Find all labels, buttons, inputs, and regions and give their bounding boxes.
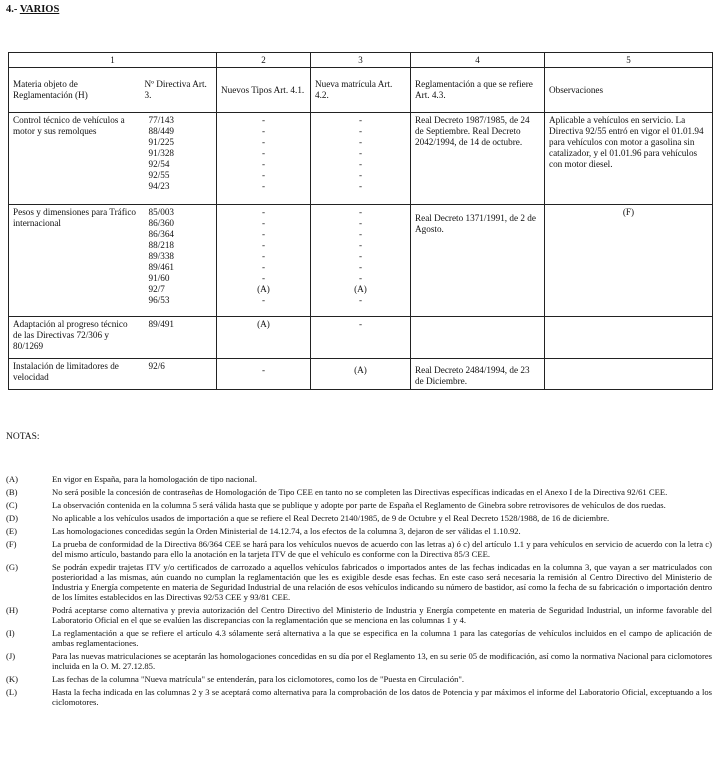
row-reglamentacion: Real Decreto 2484/1994, de 23 de Diciembre. <box>411 359 545 390</box>
directiva-number: 94/23 <box>148 181 170 191</box>
cell-value: - <box>261 207 266 217</box>
cell-value: - <box>261 262 266 272</box>
cell-value: - <box>261 126 266 136</box>
note-item <box>6 513 712 523</box>
directiva-number: 86/360 <box>148 218 175 228</box>
note-letter: (L) <box>6 687 17 697</box>
row-nueva-matricula <box>311 317 411 359</box>
note-item <box>6 500 712 510</box>
row-directivas <box>141 359 217 390</box>
cell-value: - <box>261 240 266 250</box>
cell-value: - <box>358 229 363 239</box>
column-number-3: 3 <box>311 53 411 68</box>
cell-value: - <box>358 218 363 228</box>
directiva-number: 89/338 <box>148 251 175 261</box>
directiva-number: 91/225 <box>148 137 175 147</box>
row-nueva-matricula <box>311 359 411 390</box>
cell-value: - <box>261 170 266 180</box>
note-letter: (E) <box>6 526 17 536</box>
cell-value: - <box>358 126 363 136</box>
note-letter: (F) <box>6 539 17 549</box>
row-nueva-matricula <box>311 113 411 205</box>
section-name: VARIOS <box>19 4 60 15</box>
cell-value: - <box>358 181 363 191</box>
cell-value: - <box>261 148 266 158</box>
cell-value: - <box>261 115 266 125</box>
row-nueva-matricula <box>311 205 411 317</box>
cell-value: - <box>358 273 363 283</box>
cell-value: - <box>358 295 363 305</box>
cell-value: - <box>261 137 266 147</box>
cell-value: - <box>358 319 363 329</box>
cell-value: - <box>358 159 363 169</box>
directiva-number: 88/449 <box>148 126 175 136</box>
cell-value: (A) <box>257 319 270 329</box>
note-text: Hasta la fecha indicada en las columnas 2 y 3 se aceptará como alternativa para la comprobación de los datos de Potencia y par máximos el informe del Laboratorio Oficial, exceptuando a los ciclomotores. <box>52 687 712 707</box>
directiva-number: 91/328 <box>148 148 175 158</box>
note-item <box>6 487 712 497</box>
regulation-table <box>8 52 713 390</box>
header-nueva-matricula: Nueva matrícula Art. 4.2. <box>311 68 411 113</box>
cell-value: - <box>358 115 363 125</box>
row-directivas <box>141 205 217 317</box>
cell-value: - <box>358 240 363 250</box>
cell-value: (A) <box>257 284 270 294</box>
note-text: La observación contenida en la columna 5 será válida hasta que se publique y adopte por parte de España el Reglamento de Ginebra sobre retrovisores de vehículos de dos ruedas. <box>52 500 666 510</box>
table-row <box>9 359 713 390</box>
note-item <box>6 628 712 648</box>
header-materia: Materia objeto de Reglamentación (H) <box>9 68 141 113</box>
directiva-number: 92/55 <box>148 170 170 180</box>
row-nuevos-tipos <box>217 317 311 359</box>
directiva-number: 92/54 <box>148 159 170 169</box>
note-text: Las fechas de la columna "Nueva matrícula" se entenderán, para los ciclomotores, como los de "Puesta en Circulación". <box>52 674 465 684</box>
note-item <box>6 474 712 484</box>
note-text: No será posible la concesión de contraseñas de Homologación de Tipo CEE en tanto no se completen las Directivas específicas indicadas en el Anexo I de la Directiva 92/61 CEE. <box>52 487 668 497</box>
row-reglamentacion: Real Decreto 1987/1985, de 24 de Septiembre. Real Decreto 2042/1994, de 14 de octubre. <box>411 113 545 205</box>
cell-value: - <box>358 148 363 158</box>
cell-value: - <box>358 262 363 272</box>
notes-list <box>6 474 712 710</box>
directiva-number: 88/218 <box>148 240 175 250</box>
note-letter: (K) <box>6 674 18 684</box>
cell-value: (A) <box>354 284 367 294</box>
row-observaciones: Aplicable a vehículos en servicio. La Directiva 92/55 entró en vigor el 01.01.94 para vehículos con motor a gasolina sin catalizador, y el 01.01.96 para vehículos con motor diesel. <box>545 113 713 205</box>
cell-value: (A) <box>354 365 367 375</box>
cell-value: - <box>261 218 266 228</box>
column-number-1: 1 <box>9 53 217 68</box>
note-letter: (A) <box>6 474 18 484</box>
directiva-number: 77/143 <box>148 115 175 125</box>
row-nuevos-tipos <box>217 205 311 317</box>
cell-value: - <box>261 295 266 305</box>
note-text: Las homologaciones concedidas según la Orden Ministerial de 14.12.74, a los efectos de la columna 3, dejaron de ser válidas el 1.10.92. <box>52 526 521 536</box>
note-item <box>6 674 712 684</box>
header-directiva: Nº Directiva Art. 3. <box>141 68 217 113</box>
note-item <box>6 539 712 559</box>
note-item <box>6 605 712 625</box>
header-reglamentacion: Reglamentación a que se refiere Art. 4.3. <box>411 68 545 113</box>
cell-value: - <box>261 365 266 375</box>
row-observaciones: (F) <box>545 205 713 317</box>
cell-value: - <box>261 273 266 283</box>
note-letter: (B) <box>6 487 18 497</box>
cell-value: - <box>261 159 266 169</box>
note-text: Para las nuevas matriculaciones se aceptarán las homologaciones concedidas en su día por el Reglamento 13, en su serie 05 de modificación, así como la normativa Nacional para ciclomotores incluida en la O. M. 27.12.85. <box>52 651 712 671</box>
note-text: Podrá aceptarse como alternativa y previa autorización del Centro Directivo del Ministerio de Industria y Energía competente en materia de Seguridad Industrial, un informe favorable del Laboratorio Oficial en el que se evalúen las discrepancias con la reglamentación que se menciona en las columnas 1 y 4. <box>52 605 712 625</box>
row-observaciones <box>545 359 713 390</box>
row-materia: Control técnico de vehículos a motor y sus remolques <box>9 113 141 205</box>
section-title <box>6 4 59 15</box>
note-text: En vigor en España, para la homologación de tipo nacional. <box>52 474 257 484</box>
column-number-row <box>9 53 713 68</box>
row-directivas <box>141 113 217 205</box>
table-row <box>9 113 713 205</box>
header-row <box>9 68 713 113</box>
note-item <box>6 687 712 707</box>
row-reglamentacion: Real Decreto 1371/1991, de 2 de Agosto. <box>411 205 545 317</box>
note-item <box>6 562 712 602</box>
cell-value: - <box>261 181 266 191</box>
directiva-number: 92/7 <box>148 284 165 294</box>
cell-value: - <box>358 137 363 147</box>
row-materia: Pesos y dimensiones para Tráfico internacional <box>9 205 141 317</box>
note-text: La reglamentación a que se refiere el artículo 4.3 sólamente será alternativa a la que se especifica en la columna 1 para las categorías de vehículos incluidos en el campo de aplicación de ambas reglamentaciones. <box>52 628 712 648</box>
row-materia: Instalación de limitadores de velocidad <box>9 359 141 390</box>
cell-value: - <box>358 170 363 180</box>
cell-value: - <box>261 229 266 239</box>
note-letter: (I) <box>6 628 15 638</box>
note-item <box>6 526 712 536</box>
table-row <box>9 205 713 317</box>
row-nuevos-tipos <box>217 113 311 205</box>
section-number: 4.- <box>6 4 18 15</box>
cell-value: - <box>358 207 363 217</box>
directiva-number: 86/364 <box>148 229 175 239</box>
table-row <box>9 317 713 359</box>
note-letter: (J) <box>6 651 16 661</box>
column-number-5: 5 <box>545 53 713 68</box>
directiva-number: 91/60 <box>148 273 170 283</box>
row-directivas <box>141 317 217 359</box>
note-item <box>6 651 712 671</box>
column-number-4: 4 <box>411 53 545 68</box>
note-letter: (D) <box>6 513 18 523</box>
note-text: Se podrán expedir trajetas ITV y/o certificados de carrozado a aquellos vehículos fabricados o importados antes de las fechas indicadas en la columna 3, que vayan a ser matriculados con posterioridad a las mismas, aún cuando no cumplan la reglamentación que les es exigible desde esas fechas. En este caso será necesaria la remisión al Centro Directivo del Ministerio de Industria y Energía competente en materia de Seguridad Industrial de una relación de esos vehículos indicando su número de bastidor, así como la fecha de su fabricación o importación dentro de los límites establecidos en las Directivas 92/53 CEE y 93/81 CEE. <box>52 562 712 602</box>
row-observaciones <box>545 317 713 359</box>
directiva-number: 85/003 <box>148 207 175 217</box>
directiva-number: 96/53 <box>148 295 170 305</box>
cell-value: - <box>358 251 363 261</box>
directiva-number: 92/6 <box>148 361 165 371</box>
note-letter: (C) <box>6 500 18 510</box>
column-number-2: 2 <box>217 53 311 68</box>
note-text: La prueba de conformidad de la Directiva 86/364 CEE se hará para los vehículos nuevos de acuerdo con las letras a) ó c) del artículo 1.1 y para vehículos en servicio de acuerdo con la letra c) del mismo artículo, bastando para ello la anotación en la tarjeta ITV de que el vehículo es conforme con la Directiva 85/3 CEE. <box>52 539 712 559</box>
directiva-number: 89/491 <box>148 319 175 329</box>
row-materia: Adaptación al progreso técnico de las Directivas 72/306 y 80/1269 <box>9 317 141 359</box>
note-letter: (H) <box>6 605 18 615</box>
note-letter: (G) <box>6 562 18 572</box>
row-reglamentacion <box>411 317 545 359</box>
row-nuevos-tipos <box>217 359 311 390</box>
header-nuevos-tipos: Nuevos Tipos Art. 4.1. <box>217 68 311 113</box>
note-text: No aplicable a los vehículos usados de importación a que se refiere el Real Decreto 2140/1985, de 9 de Octubre y el Real Decreto 1528/1988, de 16 de diciembre. <box>52 513 610 523</box>
header-observaciones: Observaciones <box>545 68 713 113</box>
notes-heading: NOTAS: <box>6 432 40 442</box>
directiva-number: 89/461 <box>148 262 175 272</box>
cell-value: - <box>261 251 266 261</box>
